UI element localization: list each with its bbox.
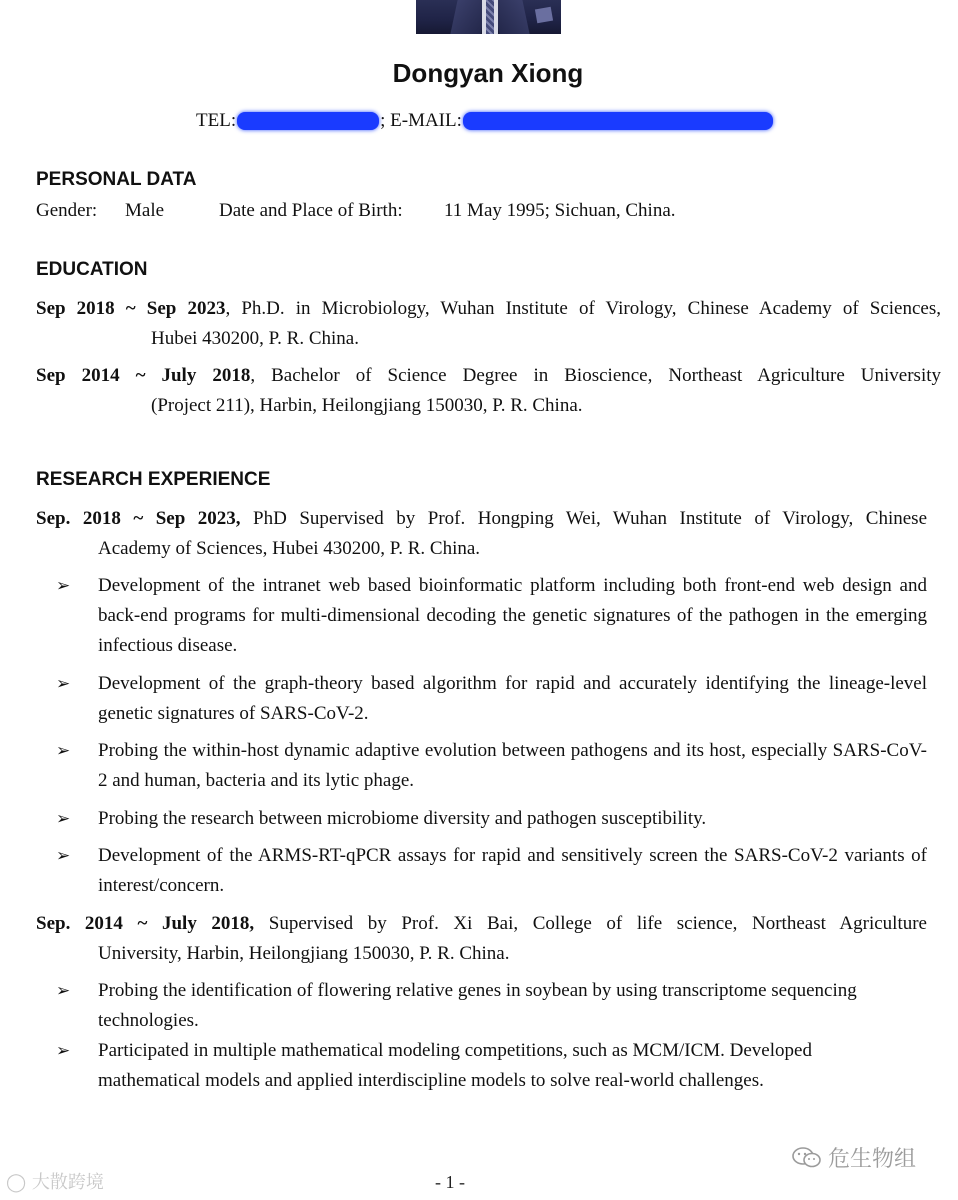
research-dates: Sep. 2014 ~ July 2018, [36,913,255,934]
education-dates: Sep 2014 ~ July 2018 [36,365,251,386]
watermark-left-text: 大散跨境 [31,1172,104,1193]
research-bullet: Probing the identification of flowering relative genes in soybean by using transcriptome sequencing technologies. [98,980,857,1031]
gender-label: Gender: [36,200,98,221]
research-entry-line1 [36,504,927,534]
research-entry-line1 [36,909,927,939]
research-entry-line2: Academy of Sciences, Hubei 430200, P. R. China. [98,538,481,559]
research-bullet: Development of the ARMS-RT-qPCR assays for rapid and sensitively screen the SARS-CoV-2 variants of interest/concern. [98,845,927,896]
email-label: ; E-MAIL: [380,110,462,131]
contact-line [196,110,774,132]
email-redaction [463,112,773,130]
bullet-icon: ➢ [56,981,71,1001]
personal-data-heading: PERSONAL DATA [36,169,197,190]
education-item-line2: (Project 211), Harbin, Heilongjiang 150030, P. R. China. [151,395,583,416]
research-heading: RESEARCH EXPERIENCE [36,469,271,490]
education-desc: , Bachelor of Science Degree in Bioscience, Northeast Agriculture University [250,365,942,386]
research-dates: Sep. 2018 ~ Sep 2023, [36,508,241,529]
research-bullet: Probing the research between microbiome diversity and pathogen susceptibility. [98,808,707,829]
education-item-line1 [36,294,941,324]
research-desc: Supervised by Prof. Xi Bai, College of life science, Northeast Agriculture [254,913,927,934]
gender-value: Male [125,200,165,221]
education-desc: , Ph.D. in Microbiology, Wuhan Institute of Virology, Chinese Academy of Sciences, [225,298,941,319]
bullet-icon: ➢ [56,674,71,694]
watermark-right [792,1142,916,1173]
bullet-icon: ➢ [56,846,71,866]
research-entry-line2: University, Harbin, Heilongjiang 150030, P. R. China. [98,943,510,964]
bullet-icon: ➢ [56,741,71,761]
tel-label: TEL: [196,110,237,131]
research-bullet: Participated in multiple mathematical modeling competitions, such as MCM/ICM. Developed mathematical models and applied interdiscipline models to solve real-world challenges. [98,1040,812,1091]
education-item-line2: Hubei 430200, P. R. China. [151,328,359,349]
research-bullet: Development of the intranet web based bioinformatic platform including both front-end web design and back-end programs for multi-dimensional decoding the genetic signatures of the pathogen in the emerging infectious disease. [98,575,927,656]
birth-label: Date and Place of Birth: [219,200,403,221]
birth-value: 11 May 1995; Sichuan, China. [444,200,676,221]
page-number: - 1 - [435,1172,465,1192]
bullet-icon: ➢ [56,809,71,829]
education-heading: EDUCATION [36,259,148,280]
tel-redaction [237,112,379,130]
wechat-icon [792,1147,822,1169]
watermark-right-text: 危生物组 [828,1147,917,1172]
bullet-icon: ➢ [56,1041,71,1061]
bullet-icon: ➢ [56,576,71,596]
education-item-line1 [36,361,941,391]
watermark-logo-icon: ◯ [6,1172,27,1193]
education-dates: Sep 2018 ~ Sep 2023 [36,298,226,319]
research-bullet: Probing the within-host dynamic adaptive evolution between pathogens and its host, especially SARS-CoV-2 and human, bacteria and its lytic phage. [98,740,927,791]
research-bullet: Development of the graph-theory based algorithm for rapid and accurately identifying the lineage-level genetic signatures of SARS-CoV-2. [98,673,927,724]
research-desc: PhD Supervised by Prof. Hongping Wei, Wuhan Institute of Virology, Chinese [240,508,927,529]
profile-photo [416,0,561,34]
resume-name: Dongyan Xiong [392,58,584,88]
